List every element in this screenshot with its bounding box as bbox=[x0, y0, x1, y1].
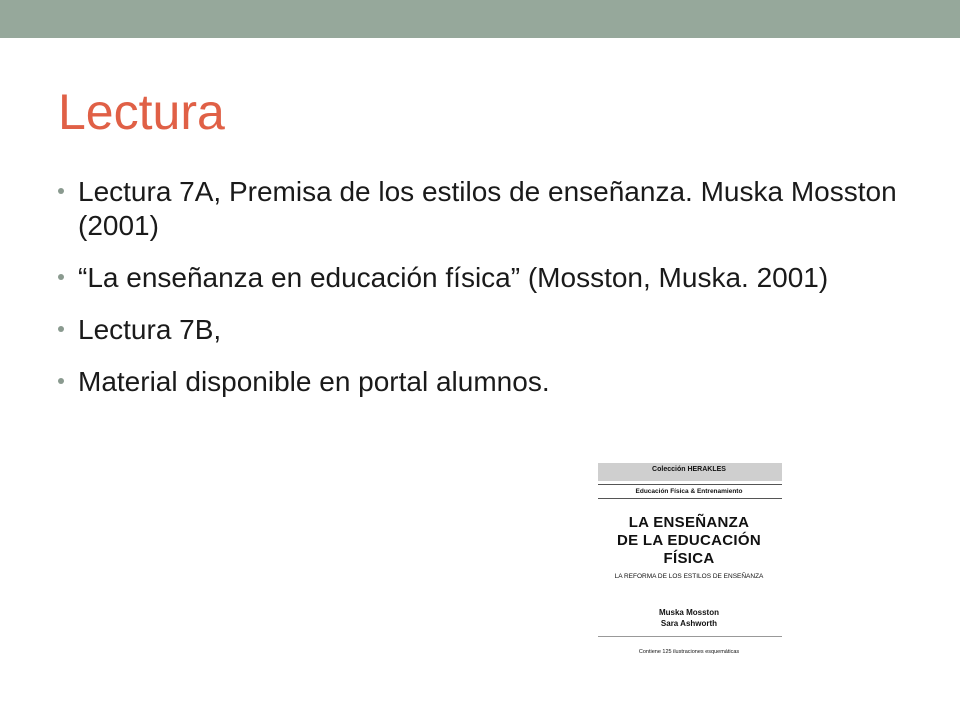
bullet-dot-icon bbox=[58, 274, 64, 280]
bullet-text: Lectura 7A, Premisa de los estilos de enseñanza. Muska Mosston (2001) bbox=[78, 176, 897, 241]
bullet-text: “La enseñanza en educación física” (Mosston, Muska. 2001) bbox=[78, 262, 829, 293]
cover-divider bbox=[598, 498, 782, 499]
bullet-item bbox=[58, 365, 898, 399]
cover-title bbox=[594, 514, 784, 568]
cover-title-line: DE LA EDUCACIÓN bbox=[617, 532, 761, 549]
bullet-list bbox=[58, 175, 898, 417]
cover-title-line: LA ENSEÑANZA bbox=[628, 514, 750, 531]
slide-title: Lectura bbox=[58, 84, 225, 140]
cover-subject: Educación Física & Entrenamiento bbox=[635, 488, 743, 495]
bullet-item bbox=[58, 261, 898, 295]
cover-collection: Colección HERAKLES bbox=[652, 466, 726, 473]
bullet-dot-icon bbox=[58, 326, 64, 332]
bullet-text: Material disponible en portal alumnos. bbox=[78, 366, 550, 397]
bullet-item bbox=[58, 313, 898, 347]
cover-divider bbox=[598, 484, 782, 485]
bullet-dot-icon bbox=[58, 378, 64, 384]
cover-author: Sara Ashworth bbox=[660, 619, 718, 628]
cover-author: Muska Mosston bbox=[658, 608, 719, 617]
bullet-item bbox=[58, 175, 898, 243]
cover-footnote: Contiene 125 ilustraciones esquemáticas bbox=[638, 649, 740, 655]
bullet-text: Lectura 7B, bbox=[78, 314, 222, 345]
book-cover-image bbox=[594, 456, 784, 660]
cover-divider bbox=[598, 636, 782, 637]
bullet-dot-icon bbox=[58, 188, 64, 194]
cover-title-line: FÍSICA bbox=[663, 550, 715, 567]
top-accent-bar bbox=[0, 0, 960, 38]
cover-authors bbox=[594, 607, 784, 629]
cover-tagline: LA REFORMA DE LOS ESTILOS DE ENSEÑANZA bbox=[614, 573, 764, 580]
